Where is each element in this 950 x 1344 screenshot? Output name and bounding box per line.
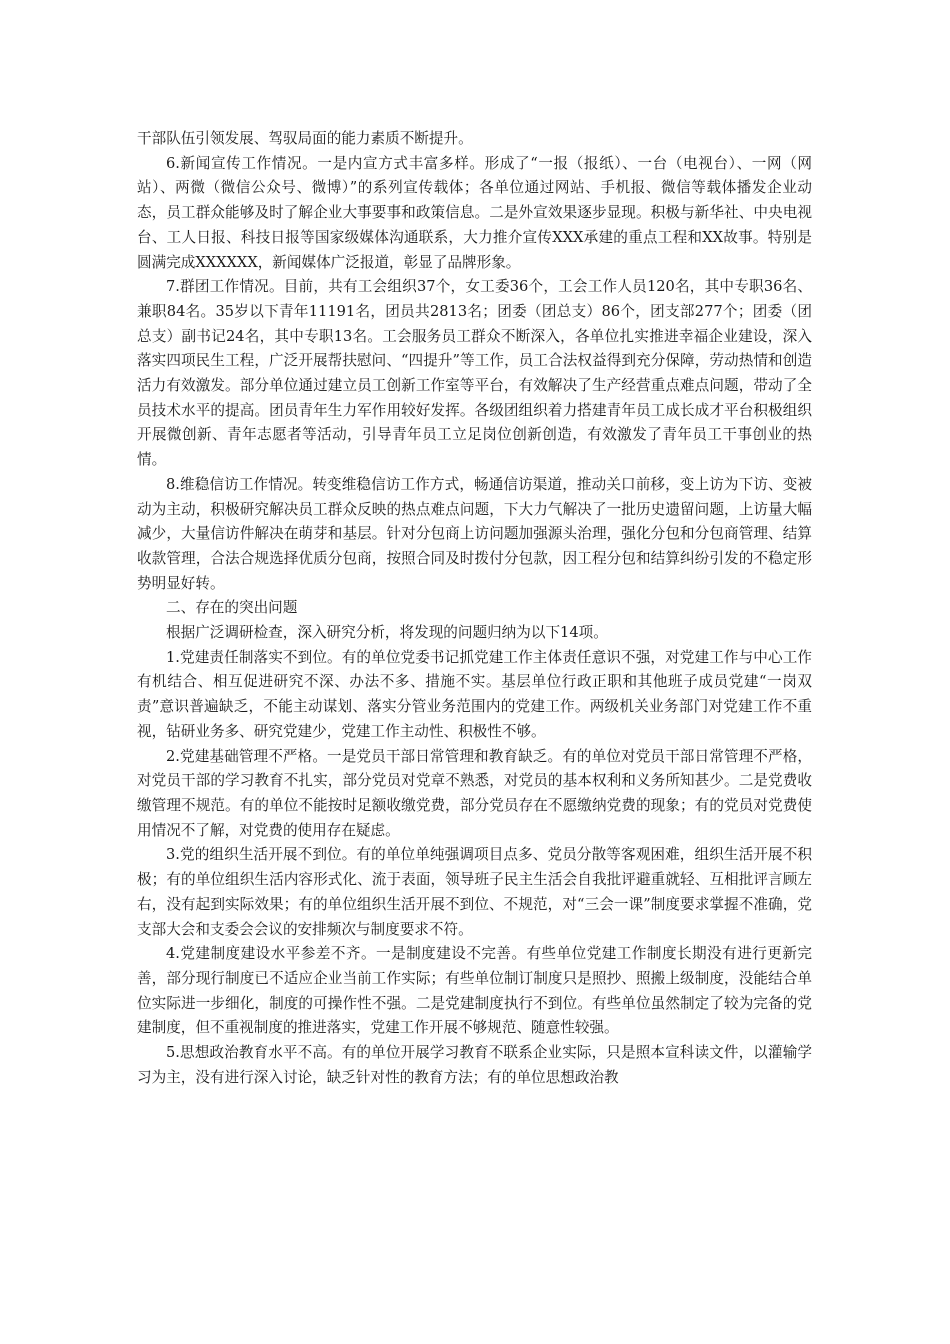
- paragraph-problems-intro: 根据广泛调研检查，深入研究分析，将发现的问题归纳为以下14项。: [166, 624, 608, 642]
- paragraph-news-publicity: 6.新闻宣传工作情况。一是内宣方式丰富多样。形成了“一报（报纸）、一台（电视台）、一网（网站）、两微（微信公众号、微博）”的系列宣传载体；各单位通过网站、手机报、微信等载体播发企业动态，员工群众能够及时了解企业大事要事和政策信息。二是外宣效果逐步显现。积极与新华社、中央电视台、工人日报、科技日报等国家级媒体沟通联系，大力推介宣传XXX承建的重点工程和XX故事。特别是圆满完成XXXXXX，新闻媒体广泛报道，彰显了品牌形象。: [137, 154, 812, 271]
- paragraph-continuation: 干部队伍引领发展、驾驭局面的能力素质不断提升。: [137, 130, 473, 147]
- paragraph-problem-5: 5.思想政治教育水平不高。有的单位开展学习教育不联系企业实际，只是照本宣科读文件，以灌输学习为主，没有进行深入讨论，缺乏针对性的教育方法；有的单位思想政治教: [137, 1044, 812, 1086]
- paragraph-problem-4: 4.党建制度建设水平参差不齐。一是制度建设不完善。有些单位党建工作制度长期没有进行更新完善，部分现行制度已不适应企业当前工作实际；有些单位制订制度只是照抄、照搬上级制度，没能结合单位实际进一步细化，制度的可操作性不强。二是党建制度执行不到位。有些单位虽然制定了较为完备的党建制度，但不重视制度的推进落实，党建工作开展不够规范、随意性较强。: [137, 945, 812, 1037]
- paragraph-problem-1: 1.党建责任制落实不到位。有的单位党委书记抓党建工作主体责任意识不强，对党建工作与中心工作有机结合、相互促进研究不深、办法不多、措施不实。基层单位行政正职和其他班子成员党建“一岗双责”意识普遍缺乏，不能主动谋划、落实分管业务范围内的党建工作。两级机关业务部门对党建工作不重视，钻研业务多、研究党建少，党建工作主动性、积极性不够。: [137, 648, 812, 740]
- paragraph-problem-2: 2.党建基础管理不严格。一是党员干部日常管理和教育缺乏。有的单位对党员干部日常管理不严格，对党员干部的学习教育不扎实，部分党员对党章不熟悉，对党员的基本权利和义务所知甚少。二是党费收缴管理不规范。有的单位不能按时足额收缴党费，部分党员存在不愿缴纳党费的现象；有的党员对党费使用情况不了解，对党费的使用存在疑虑。: [137, 747, 812, 839]
- document-body: [137, 127, 812, 1090]
- section-heading-problems: 二、存在的突出问题: [166, 599, 298, 617]
- paragraph-mass-organizations: 7.群团工作情况。目前，共有工会组织37个，女工委36个，工会工作人员120名，其中专职36名、兼职84名。35岁以下青年11191名，团员共2813名；团委（团总支）86个，团支部277个；团委（团总支）副书记24名，其中专职13名。工会服务员工群众不断深入，各单位扎实推进幸福企业建设，深入落实四项民生工程，广泛开展帮扶慰问、“四提升”等工作，员工合法权益得到充分保障，劳动热情和创造活力有效激发。部分单位通过建立员工创新工作室等平台，有效解决了生产经营重点难点问题，带动了全员技术水平的提高。团员青年生力军作用较好发挥。各级团组织着力搭建青年员工成长成才平台积极组织开展微创新、青年志愿者等活动，引导青年员工立足岗位创新创造，有效激发了青年员工干事创业的热情。: [137, 278, 812, 469]
- paragraph-problem-3: 3.党的组织生活开展不到位。有的单位单纯强调项目点多、党员分散等客观困难，组织生活开展不积极；有的单位组织生活内容形式化、流于表面，领导班子民主生活会自我批评避重就轻、互相批评言顾左右，没有起到实际效果；有的单位组织生活开展不到位、不规范，对“三会一课”制度要求掌握不准确，党支部大会和支委会会议的安排频次与制度要求不符。: [137, 846, 812, 938]
- paragraph-stability-petitions: 8.维稳信访工作情况。转变维稳信访工作方式，畅通信访渠道，推动关口前移，变上访为下访、变被动为主动，积极研究解决员工群众反映的热点难点问题，下大力气解决了一批历史遗留问题，上访量大幅减少，大量信访件解决在萌芽和基层。针对分包商上访问题加强源头治理，强化分包和分包商管理、结算收款管理，合法合规选择优质分包商，按照合同及时拨付分包款，因工程分包和结算纠纷引发的不稳定形势明显好转。: [137, 475, 812, 592]
